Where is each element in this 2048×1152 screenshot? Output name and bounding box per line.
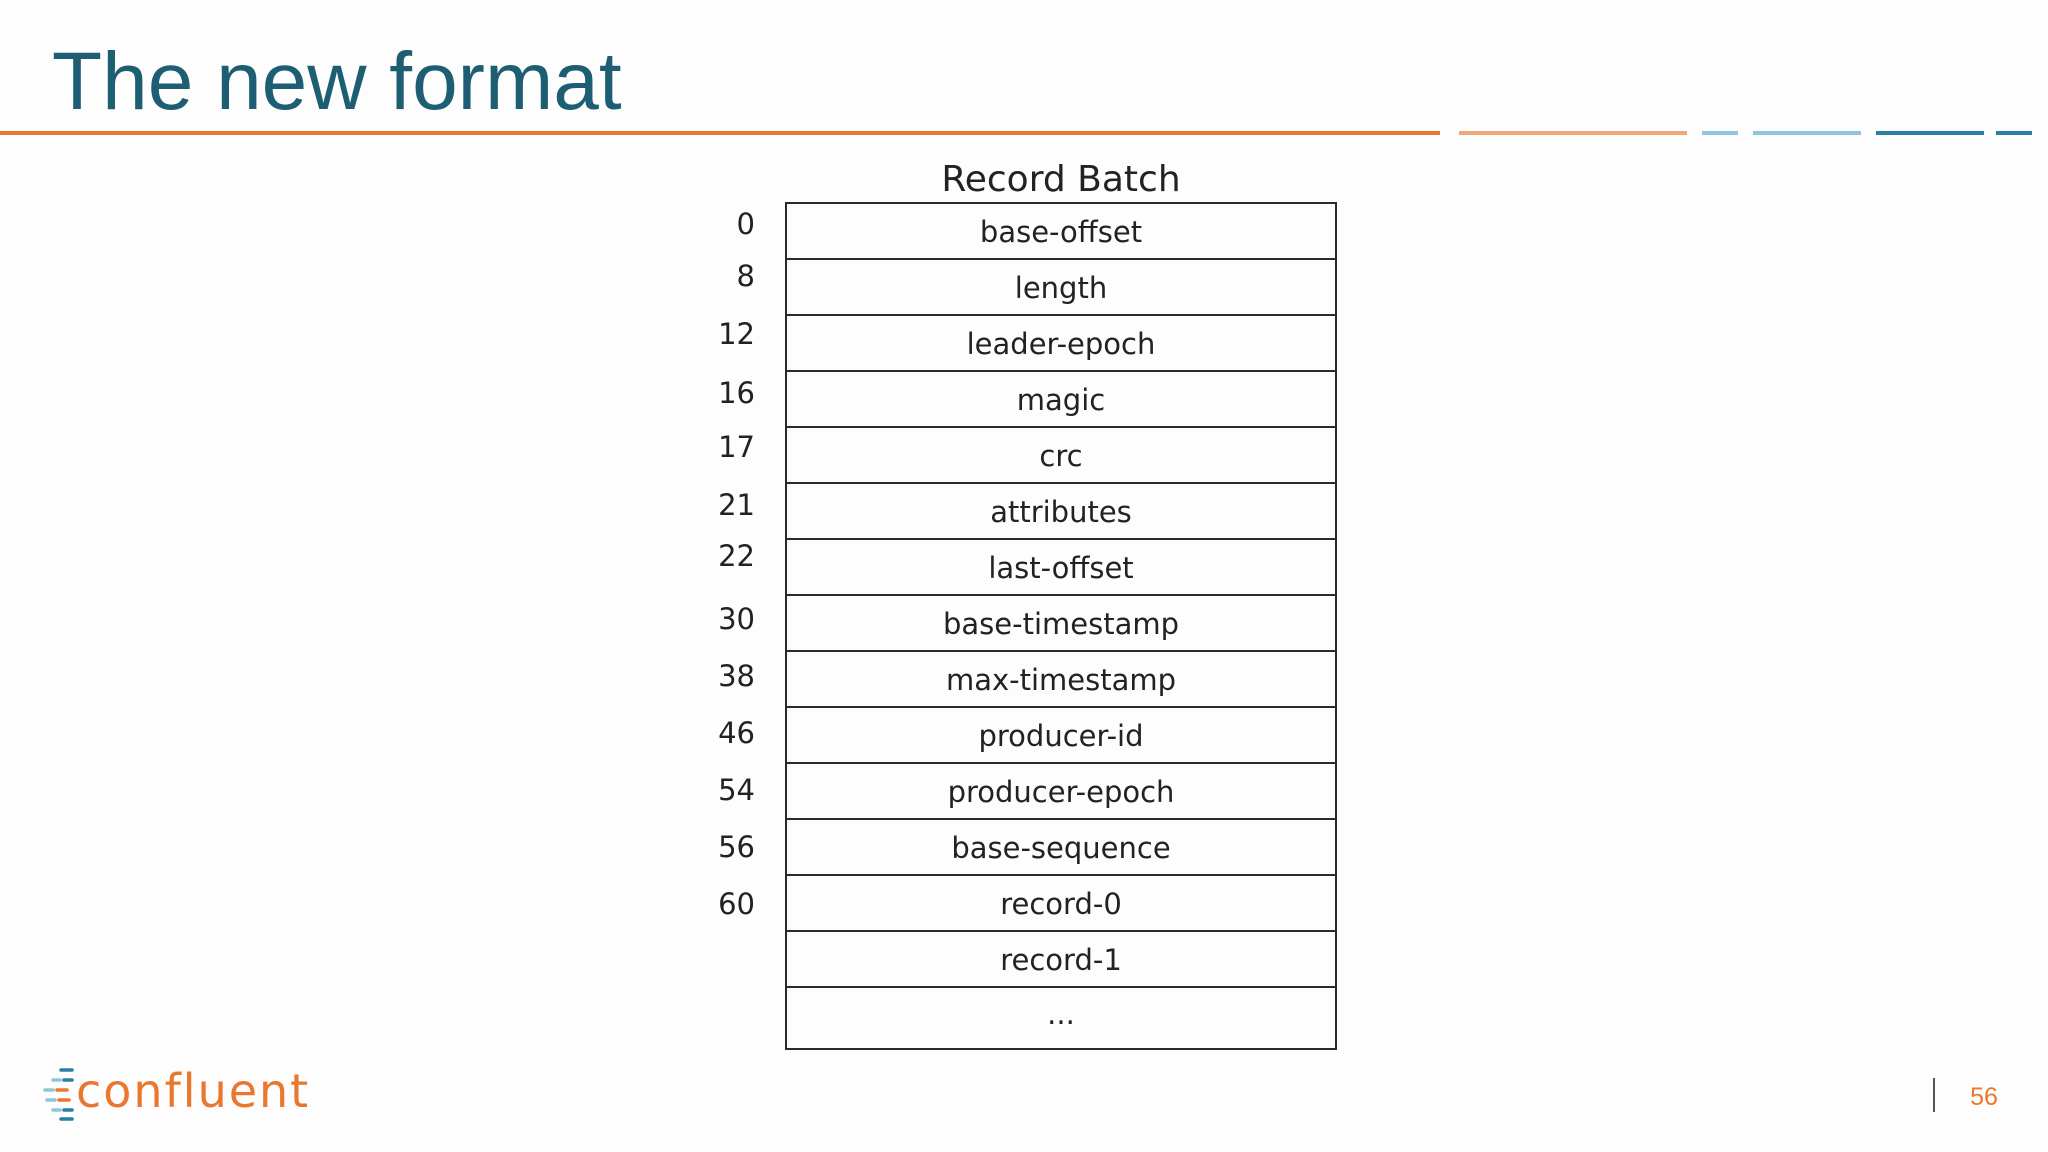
field-record-0: record-0 xyxy=(787,876,1335,932)
header-rule-blue-short xyxy=(1702,131,1738,135)
confluent-logo-mark-icon xyxy=(42,1066,76,1122)
field-record-1: record-1 xyxy=(787,932,1335,988)
field-magic: magic xyxy=(787,372,1335,428)
field-max-timestamp: max-timestamp xyxy=(787,652,1335,708)
page-divider xyxy=(1933,1078,1935,1112)
offset-label: 54 xyxy=(718,773,755,807)
header-rule-orange xyxy=(0,131,1440,135)
offset-label: 8 xyxy=(736,259,755,293)
field-producer-id: producer-id xyxy=(787,708,1335,764)
offset-label: 0 xyxy=(736,207,755,241)
offset-label: 21 xyxy=(718,488,755,522)
record-batch-table xyxy=(785,202,1337,1050)
offset-label: 56 xyxy=(718,830,755,864)
field-base-offset: base-offset xyxy=(787,204,1335,260)
field-base-timestamp: base-timestamp xyxy=(787,596,1335,652)
offset-label: 46 xyxy=(718,716,755,750)
diagram-title: Record Batch xyxy=(941,159,1181,200)
offset-label: 30 xyxy=(718,602,755,636)
header-rule-blue-end xyxy=(1996,131,2032,135)
header-rule-orange-light xyxy=(1459,131,1687,135)
field-producer-epoch: producer-epoch xyxy=(787,764,1335,820)
offset-label: 38 xyxy=(718,659,755,693)
header-rule-blue-light xyxy=(1753,131,1861,135)
offset-label: 16 xyxy=(718,376,755,410)
field-attributes: attributes xyxy=(787,484,1335,540)
offset-label: 60 xyxy=(718,887,755,921)
page-number: 56 xyxy=(1970,1083,1998,1111)
field-base-sequence: base-sequence xyxy=(787,820,1335,876)
slide-title: The new format xyxy=(52,36,622,127)
logo-text: confluent xyxy=(76,1064,311,1118)
field-leader-epoch: leader-epoch xyxy=(787,316,1335,372)
offset-label: 22 xyxy=(718,539,755,573)
field-length: length xyxy=(787,260,1335,316)
header-rule-blue-dark xyxy=(1876,131,1984,135)
field-crc: crc xyxy=(787,428,1335,484)
offset-label: 17 xyxy=(718,430,755,464)
field-last-offset: last-offset xyxy=(787,540,1335,596)
offset-label: 12 xyxy=(718,317,755,351)
field-ellipsis: ... xyxy=(1047,997,1075,1031)
